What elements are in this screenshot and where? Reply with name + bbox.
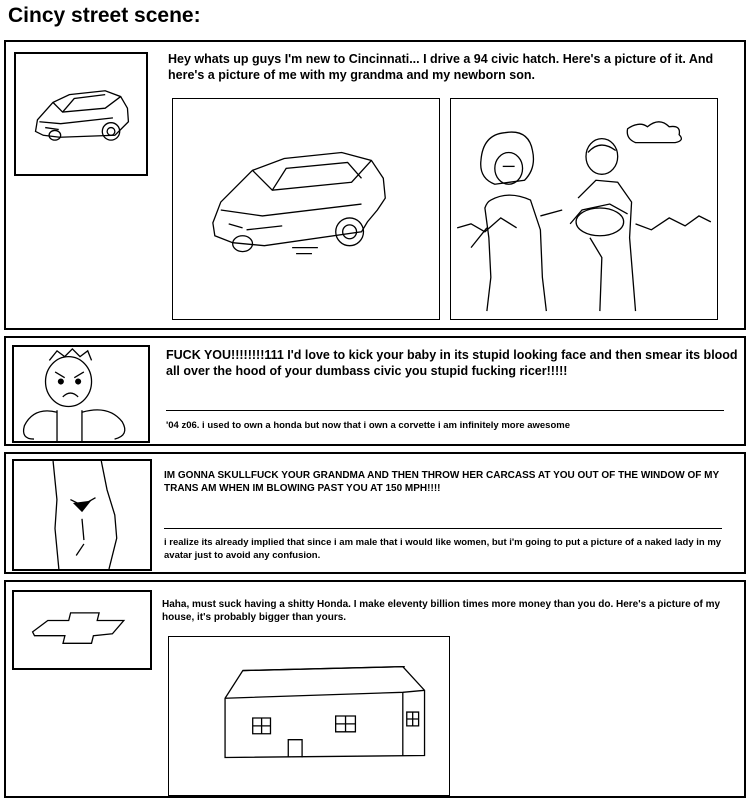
post-1-avatar (14, 52, 148, 176)
forum-post-4 (4, 580, 746, 798)
post-2-avatar (12, 345, 150, 443)
post-1-message: Hey whats up guys I'm new to Cincinnati... I drive a 94 civic hatch. Here's a picture of it. And here's a picture of me with my grandma and my newborn son. (168, 52, 714, 82)
post-3-signature: i realize its already implied that since i am male that i would like women, but i'm going to put a picture of a naked lady in my avatar just to avoid any confusion. (164, 537, 722, 561)
grandma-and-son-drawing (451, 99, 717, 319)
forum-post-1 (4, 40, 746, 330)
civic-car-drawing (173, 99, 439, 319)
post-4-message: Haha, must suck having a shitty Honda. I make eleventy billion times more money than you do. Here's a picture of my house, it's probably bigger than yours. (162, 599, 721, 623)
chevy-bowtie-icon (14, 592, 150, 668)
post-2-signature-divider (166, 410, 724, 411)
post-4-avatar (12, 590, 152, 670)
car-icon (16, 54, 146, 174)
post-3-signature-divider (164, 528, 722, 529)
post-2-signature: '04 z06. i used to own a honda but now that i own a corvette i am infinitely more awesome (166, 420, 570, 431)
angry-muscle-man-icon (14, 347, 148, 441)
post-3-message: IM GONNA SKULLFUCK YOUR GRANDMA AND THEN THROW HER CARCASS AT YOU OUT OF THE WINDOW OF MY TRANS AM WHEN IM BLOWING PAST YOU AT 150 MPH!!!! (164, 470, 719, 494)
page-title: Cincy street scene: (8, 4, 201, 27)
forum-post-2 (4, 336, 746, 446)
post-3-avatar (12, 459, 152, 571)
house-drawing (169, 637, 449, 795)
post-4-image-house (168, 636, 450, 796)
post-1-image-car (172, 98, 440, 320)
post-1-image-family (450, 98, 718, 320)
forum-post-3 (4, 452, 746, 574)
naked-lady-icon (14, 461, 150, 569)
post-2-message: FUCK YOU!!!!!!!!111 I'd love to kick your baby in its stupid looking face and then smear its blood all over the hood of your dumbass civic you stupid fucking ricer!!!!! (166, 348, 738, 378)
